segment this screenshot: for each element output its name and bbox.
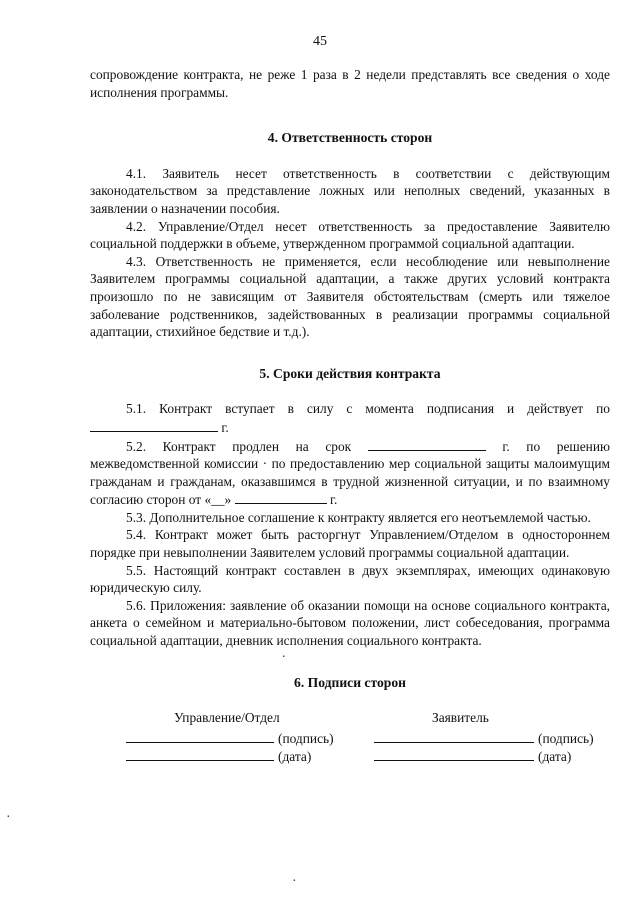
right-date-blank[interactable] (374, 747, 534, 761)
section-4-title: 4. Ответственность сторон (267, 130, 433, 146)
end-date-blank[interactable] (90, 418, 218, 432)
clause-5-1-text: 5.1. Контракт вступает в силу с момента подписания и действует по (126, 401, 610, 417)
scan-speck: . (282, 646, 286, 661)
clause-5-3: 5.3. Дополнительное соглашение к контракту является его неотъемлемой частью. (126, 509, 591, 525)
left-party-title: Управление/Отдел (174, 710, 280, 726)
scan-speck: · (292, 874, 297, 889)
clause-5-2-text-b: г. по решению межведомственной комиссии · по предоставлению мер социальной защиты малоимущим гражданам и гражданам, оказавшимся в трудной жизненной ситуации, и по взаимному согласию сторон от «__» (90, 438, 610, 508)
section-5-title: 5. Сроки действия контракта (259, 365, 441, 381)
clause-5-1-year-suffix: г. (221, 419, 229, 435)
signature-block (90, 709, 610, 769)
section-6-title: 6. Подписи сторон (294, 674, 406, 690)
clause-5-2-text-a: 5.2. Контракт продлен на срок (126, 438, 352, 454)
right-signature-row (374, 729, 594, 748)
right-signature-label: (подпись) (538, 731, 594, 747)
left-signature-label: (подпись) (278, 731, 334, 747)
left-date-blank[interactable] (126, 747, 274, 761)
clause-5-4: 5.4. Контракт может быть расторгнут Управлением/Отделом в одностороннем порядке при невыполнении Заявителем условий программы социальной адаптации. (90, 527, 610, 561)
clause-4-1: 4.1. Заявитель несет ответственность в соответствии с действующим законодательством за представление ложных или неполных сведений, указанных в заявлении о назначении пособия. (90, 165, 610, 216)
extension-term-blank[interactable] (368, 437, 486, 451)
clause-5-6: 5.6. Приложения: заявление об оказании помощи на основе социального контракта, анкета о семейном и материально-бытовом положении, лист собеседования, программа социальной адаптации, дневник исполнения социального контракта. (90, 597, 610, 649)
clause-5-2-year-suffix: г. (329, 492, 338, 508)
page-number: 45 (313, 34, 327, 49)
clause-4-3: 4.3. Ответственность не применяется, если несоблюдение или невыполнение Заявителем программы социальной адаптации, а также других условий контракта произошло по не зависящим от Заявителя обстоятельствам (смерть или тяжелое заболевание родственников, задействованных в реализации программы социальной адаптации, стихийное бедствие и т.д.). (90, 253, 610, 340)
right-date-row (374, 747, 571, 766)
right-party-title: Заявитель (432, 710, 489, 726)
left-date-row (126, 747, 311, 766)
clause-5-1 (90, 400, 610, 436)
intro-paragraph: сопровождение контракта, не реже 1 раза в 2 недели представлять все сведения о ходе исполнения программы. (90, 67, 610, 100)
left-signature-blank[interactable] (126, 729, 274, 743)
right-date-label: (дата) (538, 749, 572, 765)
right-signature-blank[interactable] (374, 729, 534, 743)
agreement-date-blank[interactable] (235, 490, 327, 504)
scan-speck: · (6, 810, 11, 825)
clause-5-2 (90, 437, 610, 509)
clause-4-2: 4.2. Управление/Отдел несет ответственность за предоставление Заявителю социальной поддержки в объеме, утвержденном программой социальной адаптации. (90, 218, 610, 252)
clause-5-5: 5.5. Настоящий контракт составлен в двух экземплярах, имеющих одинаковую юридическую силу. (90, 562, 610, 596)
left-date-label: (дата) (278, 749, 312, 765)
left-signature-row (126, 729, 334, 748)
document-body (90, 66, 610, 769)
